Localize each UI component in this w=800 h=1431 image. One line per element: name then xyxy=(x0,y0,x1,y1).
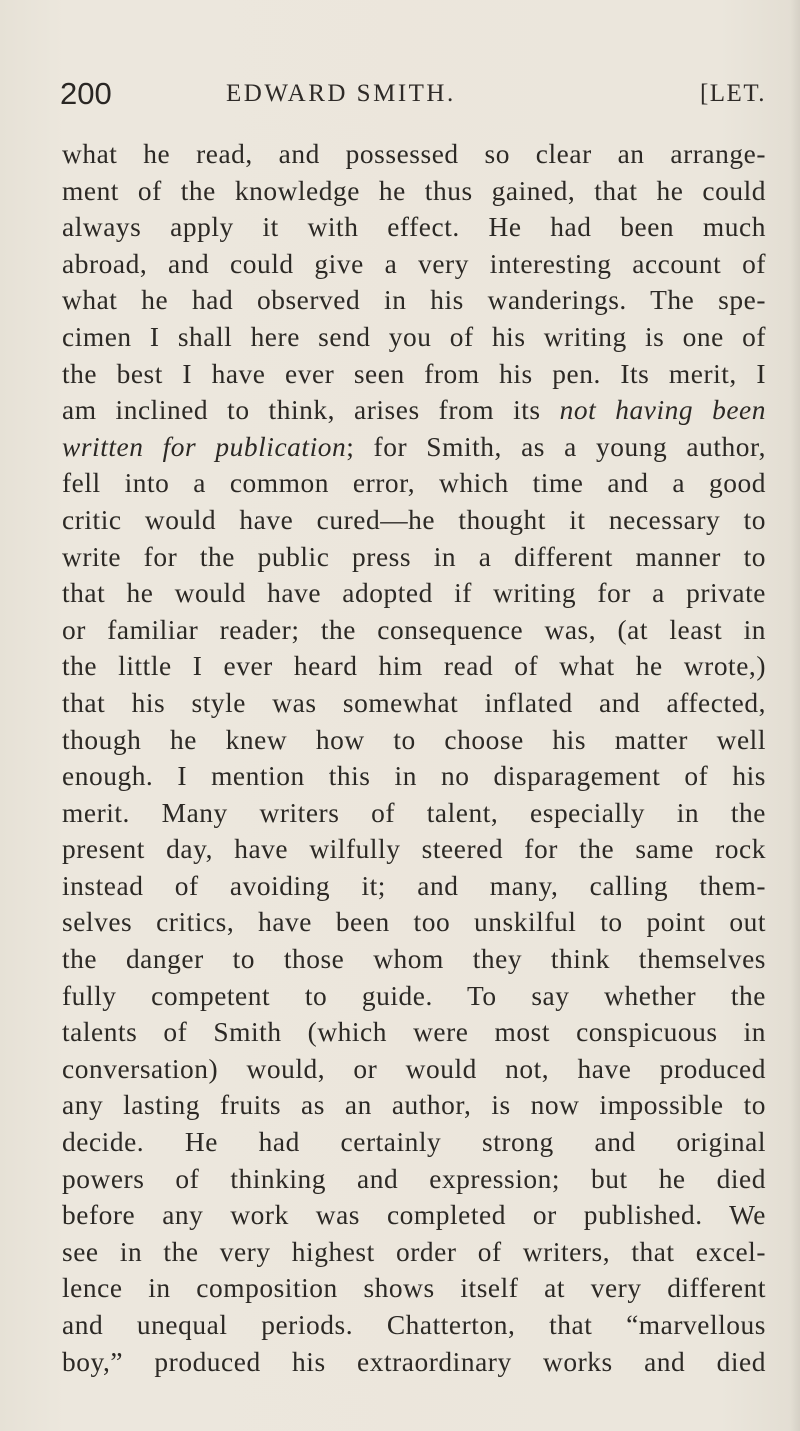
text-line: talents of Smith (which were most conspicuous in xyxy=(62,1017,766,1048)
text-span: ; for Smith, as a young author, xyxy=(346,431,766,462)
page-header xyxy=(60,74,766,114)
text-line: abroad, and could give a very interesting account of xyxy=(62,248,766,279)
text-line: always apply it with effect. He had been much xyxy=(62,212,766,243)
text-line: critic would have cured—he thought it necessary to xyxy=(62,504,766,535)
text-span: am inclined to think, arises from its xyxy=(62,395,560,426)
text-line: what he read, and possessed so clear an arrange- xyxy=(62,139,766,169)
running-head: EDWARD SMITH. xyxy=(226,80,456,107)
text-line-with-italic xyxy=(62,429,766,466)
italic-span: not having been xyxy=(559,395,766,426)
text-line: that his style was somewhat inflated and affected, xyxy=(62,687,766,718)
text-line: conversation) would, or would not, have produced xyxy=(62,1053,766,1084)
text-line: decide. He had certainly strong and original xyxy=(62,1127,766,1158)
text-line: ment of the knowledge he thus gained, that he could xyxy=(62,175,766,206)
text-line: present day, have wilfully steered for the same rock xyxy=(62,834,766,865)
text-line: instead of avoiding it; and many, calling them- xyxy=(62,870,766,901)
text-line: that he would have adopted if writing for a private xyxy=(62,578,766,609)
text-line: fully competent to guide. To say whether the xyxy=(62,980,766,1011)
text-line: enough. I mention this in no disparagement of his xyxy=(62,761,766,792)
text-line: before any work was completed or published. We xyxy=(62,1200,766,1231)
text-line: the little I ever heard him read of what he wrote,) xyxy=(62,651,766,682)
text-line: the best I have ever seen from his pen. Its merit, I xyxy=(62,358,766,389)
text-line: see in the very highest order of writers, that excel- xyxy=(62,1236,766,1267)
text-line: selves critics, have been too unskilful to point out xyxy=(62,907,766,938)
text-line: or familiar reader; the consequence was, (at least in xyxy=(62,614,766,645)
section-mark: [LET. xyxy=(699,80,766,107)
text-line-with-italic xyxy=(62,392,766,429)
text-line: fell into a common error, which time and a good xyxy=(62,468,766,499)
text-line: the danger to those whom they think themselves xyxy=(62,944,766,975)
text-line: what he had observed in his wanderings. The spe- xyxy=(62,285,766,316)
text-line: powers of thinking and expression; but he died xyxy=(62,1163,766,1194)
text-line: and unequal periods. Chatterton, that “marvellous xyxy=(62,1310,766,1340)
text-line: cimen I shall here send you of his writing is one of xyxy=(62,321,766,352)
text-line: lence in composition shows itself at very different xyxy=(62,1273,766,1304)
text-line: any lasting fruits as an author, is now impossible to xyxy=(62,1090,766,1121)
text-line: boy,” produced his extraordinary works and died xyxy=(62,1346,766,1377)
italic-span: written for publication xyxy=(62,431,347,462)
page-number: 200 xyxy=(60,76,112,111)
text-line: write for the public press in a different manner to xyxy=(62,541,766,572)
text-line: though he knew how to choose his matter well xyxy=(62,724,766,755)
body-text xyxy=(62,136,766,1380)
page-edge-shadow xyxy=(790,0,800,1431)
text-line: merit. Many writers of talent, especially in the xyxy=(62,797,766,828)
